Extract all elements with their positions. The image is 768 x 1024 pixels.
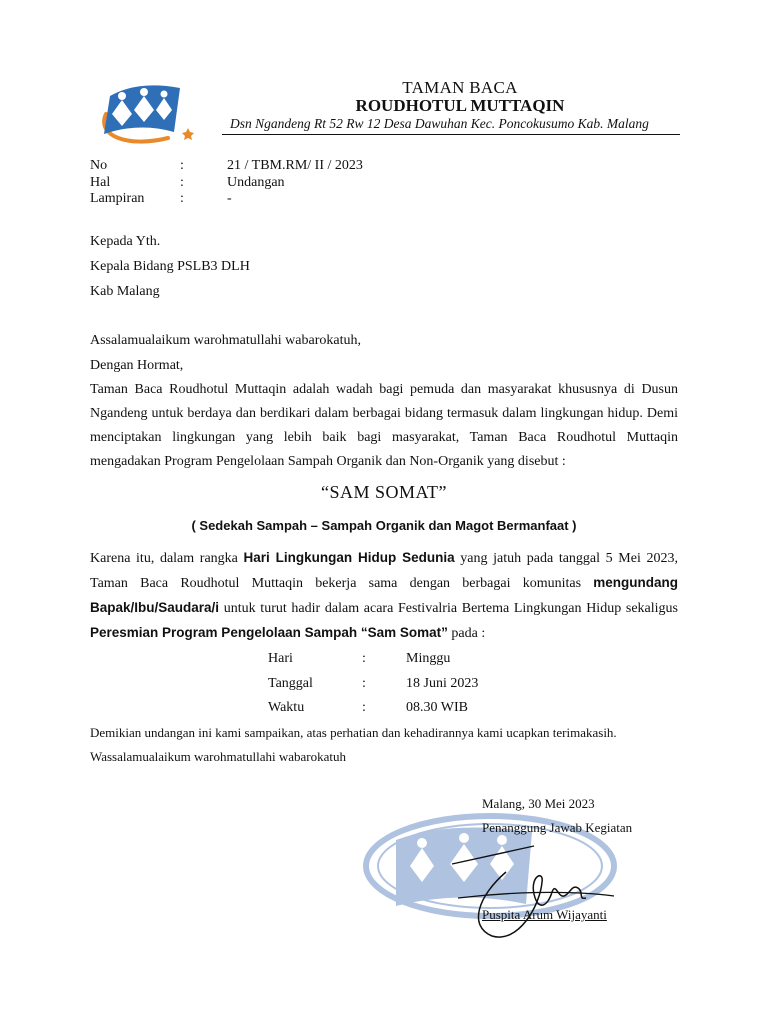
schedule-value: 18 Juni 2023	[406, 676, 479, 691]
signature-role: Penanggung Jawab Kegiatan	[482, 820, 633, 835]
paragraph-intro: Taman Baca Roudhotul Muttaqin adalah wadah bagi pemuda dan masyarakat khususnya di Dusun Ngandeng untuk berdaya dan berdikari dalam berbagai bidang termasuk dalam lingkungan hidup. Demi menciptakan lingkungan yang lebih baik bagi masyarakat, Taman Baca Roudhotul Muttaqin mengadakan Program Pengelolaan Sampah Organik dan Non-Organik yang disebut :	[90, 382, 678, 469]
org-name-line1: TAMAN BACA	[402, 78, 518, 97]
organization-logo	[88, 74, 198, 150]
org-name-line2: ROUDHOTUL MUTTAQIN	[355, 96, 565, 115]
meta-value: 21 / TBM.RM/ II / 2023	[227, 158, 363, 173]
meta-label: No	[90, 158, 108, 173]
schedule-colon: :	[362, 651, 366, 666]
recipient-line3: Kab Malang	[90, 284, 160, 299]
schedule-label: Hari	[268, 651, 293, 666]
invitation-text: Karena itu, dalam rangka	[90, 551, 244, 566]
meta-colon: :	[180, 158, 184, 173]
invitation-emphasis: mengundang Bapak/Ibu/Saudara/i	[90, 575, 678, 615]
schedule-row-date	[0, 676, 768, 694]
meta-label: Hal	[90, 175, 111, 190]
program-subtitle: ( Sedekah Sampah – Sampah Organik dan Magot Bermanfaat )	[191, 518, 577, 533]
meta-row-number	[0, 158, 768, 176]
schedule-label: Waktu	[268, 700, 305, 715]
program-inauguration: Peresmian Program Pengelolaan Sampah “Sam Somat”	[90, 625, 448, 640]
meta-row-attachment	[0, 191, 768, 209]
schedule-value: Minggu	[406, 651, 451, 666]
schedule-colon: :	[362, 676, 366, 691]
schedule-row-time	[0, 700, 768, 718]
salutation: Dengan Hormat,	[90, 358, 184, 373]
paragraph-invitation	[90, 546, 678, 646]
invitation-text: yang jatuh pada tanggal 5 Mei 2023, Taman Baca Roudhotul Muttaqin bekerja sama dengan berbagai komunitas	[90, 551, 678, 591]
meta-colon: :	[180, 175, 184, 190]
schedule-label: Tanggal	[268, 676, 313, 691]
handwritten-signature	[448, 836, 618, 946]
event-name: Hari Lingkungan Hidup Sedunia	[243, 550, 455, 565]
program-title: “SAM SOMAT”	[320, 482, 447, 502]
signature-place-date: Malang, 30 Mei 2023	[482, 796, 595, 811]
signatory-name: Puspita Arum Wijayanti	[482, 907, 607, 922]
org-address: Dsn Ngandeng Rt 52 Rw 12 Desa Dawuhan Kec. Poncokusumo Kab. Malang	[230, 116, 649, 131]
invitation-text: untuk turut hadir dalam acara Festivalria Bertema Lingkungan Hidup sekaligus	[219, 601, 678, 616]
schedule-value: 08.30 WIB	[406, 700, 468, 715]
closing-line2: Wassalamualaikum warohmatullahi wabarokatuh	[90, 749, 346, 764]
invitation-text: pada :	[447, 626, 486, 641]
schedule-row-day	[0, 651, 768, 669]
header-divider	[222, 134, 680, 135]
recipient-line2: Kepala Bidang PSLB3 DLH	[90, 259, 250, 274]
schedule-colon: :	[362, 700, 366, 715]
meta-label: Lampiran	[90, 191, 145, 206]
greeting: Assalamualaikum warohmatullahi wabarokatuh,	[90, 333, 361, 348]
meta-value: -	[227, 191, 232, 206]
closing-line1: Demikian undangan ini kami sampaikan, atas perhatian dan kehadirannya kami ucapkan terimakasih.	[90, 725, 617, 740]
meta-colon: :	[180, 191, 184, 206]
meta-value: Undangan	[227, 175, 285, 190]
recipient-line1: Kepada Yth.	[90, 234, 161, 249]
